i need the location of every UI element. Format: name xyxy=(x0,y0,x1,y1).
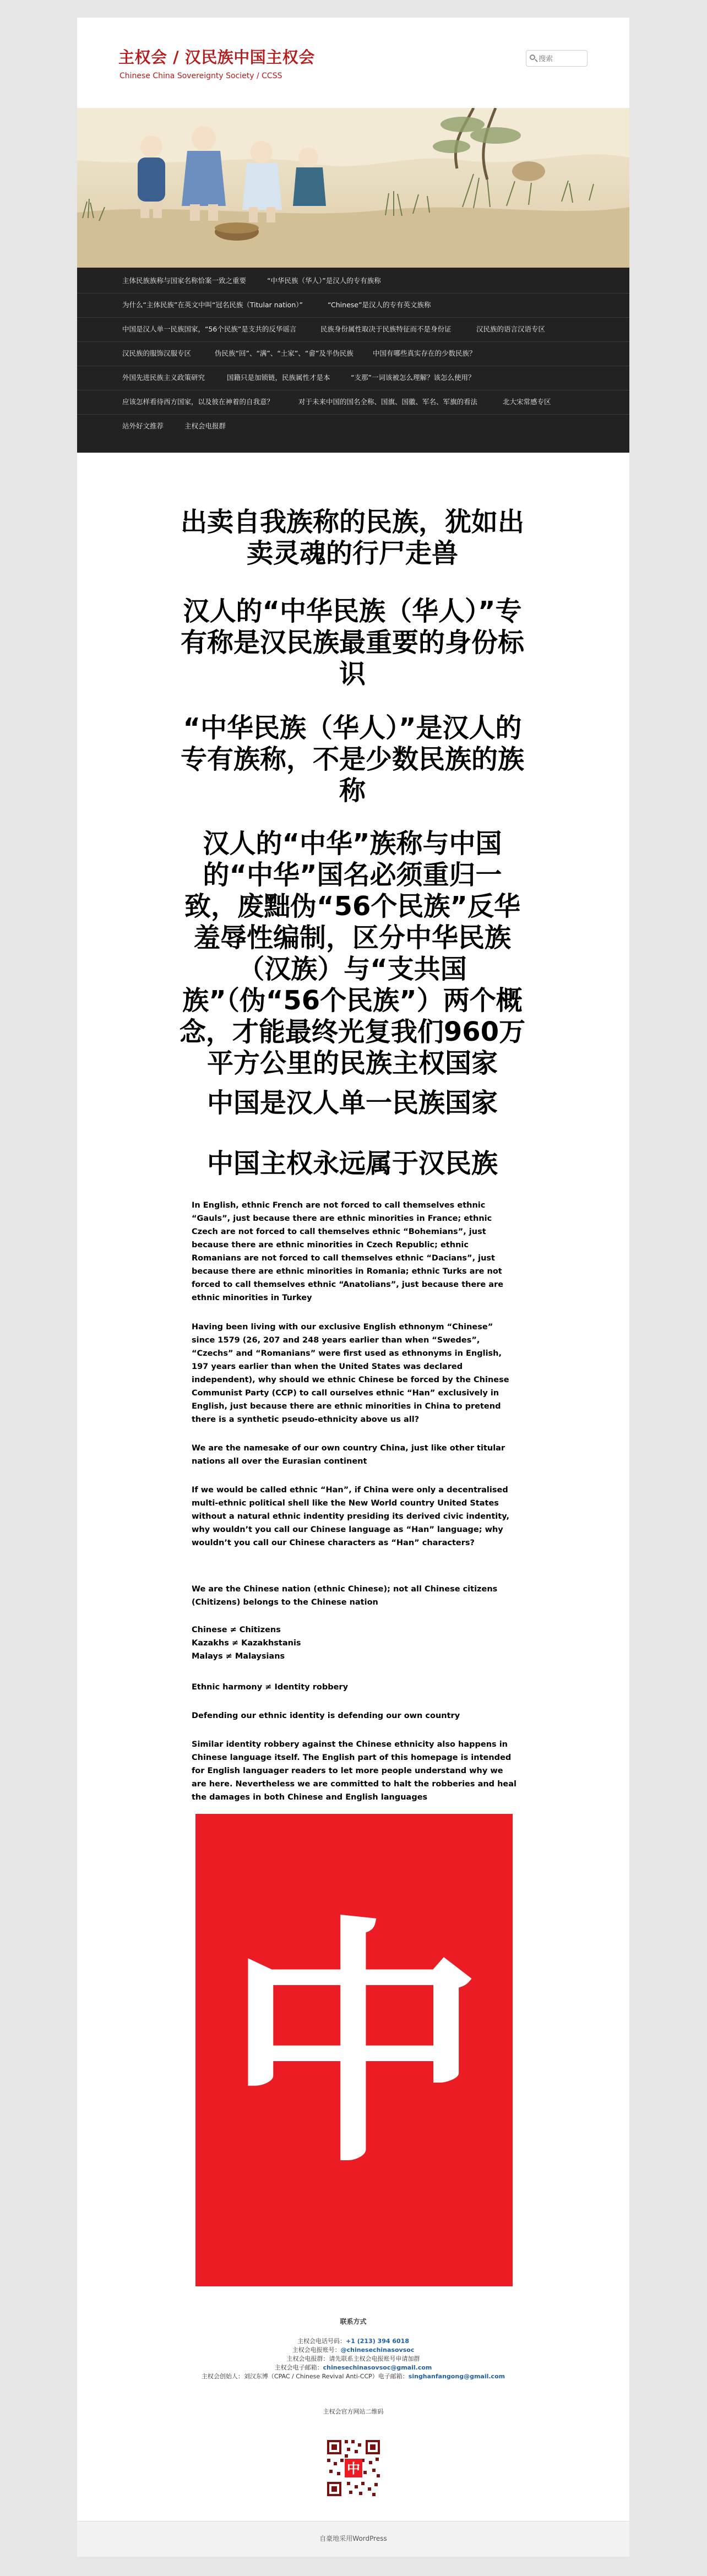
headline: 汉人的“中华”族称与中国的“中华”国名必须重归一致，废黜伪“56个民族”反华羞辱性编制，区分中华民族（汉族）与“支共国族”（伪“56个民族”）两个概念，才能最终光复我们960万平方公里的民族主权国家 xyxy=(179,828,526,1079)
headline: 中国是汉人单一民族国家 xyxy=(206,1088,498,1118)
nav-row-7 xyxy=(77,415,629,437)
article-paragraph: Chinese ≠ Chitizens Kazakhs ≠ Kazakhstanis Malays ≠ Malaysians xyxy=(192,1626,301,1661)
red-background xyxy=(195,1814,513,2286)
nav-item[interactable]: 中国是汉人单一民族国家，“56个民族”是支共的反华谣言 xyxy=(122,325,297,333)
contact-line: 主权会电话号码：+1 (213) 394 6018 xyxy=(297,2338,409,2345)
nav-row-2 xyxy=(77,294,629,316)
nav-item[interactable]: 汉民族的语言汉语专区 xyxy=(476,325,546,333)
contact-line: 主权会电报账号：@chinesechinasovsoc xyxy=(292,2346,415,2354)
nav-item[interactable]: 为什么“主体民族”在英文中叫“冠名民族（Titular nation）” xyxy=(122,301,303,309)
article-paragraph: In English, ethnic French are not forced to call themselves ethnic “Gauls”, just because there are ethnic minorities in France; ethnic Czech are not forced to call themselves ethnic “Bohemians”, just because there are ethnic minorities in Czech Republic; ethnic Romanians are not forced to call themselves ethnic “Dacians”, just because there are ethnic minorities in Romania; ethnic Turks are not forced to call themselves ethnic “Anatolians”, just because there are ethnic minorities in Turkey xyxy=(192,1201,504,1302)
nav-row-4 xyxy=(77,343,629,365)
nav-item[interactable]: 北大宋常感专区 xyxy=(503,398,551,406)
contact-heading: 联系方式 xyxy=(340,2318,367,2325)
article-paragraph: Defending our ethnic identity is defending our own country xyxy=(192,1711,460,1720)
nav-item[interactable]: 国籍只是加锁链，民族属性才是本 xyxy=(227,373,330,382)
nav-item[interactable]: “中华民族（华人）”是汉人的专有族称 xyxy=(267,276,381,285)
main-navigation xyxy=(77,268,629,453)
nav-item[interactable]: 伪民族“回”、“满”、“土家”、“畲”及半伪民族 xyxy=(215,349,354,357)
page xyxy=(77,18,629,2556)
nav-item[interactable]: 主权会电报群 xyxy=(184,422,226,430)
site-tagline: Chinese China Sovereignty Society / CCSS xyxy=(119,72,282,80)
nav-item[interactable]: 汉民族的服饰汉服专区 xyxy=(122,349,192,357)
nav-item[interactable]: 站外好文推荐 xyxy=(122,422,164,430)
nav-row-5 xyxy=(77,367,629,389)
headline: 汉人的“中华民族（华人）”专有称是汉民族最重要的身份标识 xyxy=(180,596,524,689)
contact-line: 主权会创始人：刘汉东博（CPAC / Chinese Revival Anti-CCP）电子邮箱：singhanfangong@gmail.com xyxy=(201,2373,505,2380)
nav-item[interactable]: 中国有哪些真实存在的少数民族？ xyxy=(373,349,476,357)
phone-link[interactable]: +1 (213) 394 6018 xyxy=(346,2338,409,2345)
email-link[interactable]: chinesechinasovsoc@gmail.com xyxy=(323,2364,432,2371)
search-input[interactable] xyxy=(537,52,588,66)
headline: 出卖自我族称的民族，犹如出卖灵魂的行尸走兽 xyxy=(180,507,524,569)
footer-credit-link[interactable]: 自豪地采用WordPress xyxy=(319,2535,387,2542)
zhong-character: 中 xyxy=(225,1893,483,2197)
contact-line: 主权会电报群：请先联系主权会电报账号申请加群 xyxy=(286,2355,420,2362)
article-paragraph: If we would be called ethnic “Han”, if China were only a decentralised multi-ethnic political shell like the New World country United States without a natural ethnic indentity presiding its derived civic indentity, why wouldn’t you call our Chinese language as “Han” language; why wouldn’t you call our Chinese characters as “Han” characters? xyxy=(192,1486,510,1547)
banner-painting-illustration xyxy=(77,108,629,268)
zhong-character-image xyxy=(195,1814,513,2286)
svg-text:中: 中 xyxy=(347,2460,360,2476)
article-paragraph: We are the Chinese nation (ethnic Chinese); not all Chinese citizens (Chitizens) belongs to the Chinese nation xyxy=(192,1585,498,1607)
nav-item[interactable]: 对于未来中国的国名全称、国旗、国徽、军名、军旗的看法 xyxy=(298,398,478,406)
site-footer xyxy=(77,2521,629,2557)
nav-row-3 xyxy=(77,318,629,340)
search-icon xyxy=(530,55,535,60)
nav-item[interactable]: 民族身份属性取决于民族特征而不是身份证 xyxy=(320,325,452,333)
headline: “中华民族（华人）”是汉人的专有族称，不是少数民族的族称 xyxy=(180,713,524,806)
nav-item[interactable]: “Chinese”是汉人的专有英文族称 xyxy=(328,301,431,309)
article-paragraph: Ethnic harmony ≠ Identity robbery xyxy=(192,1683,349,1692)
nav-item[interactable]: “支那”一词该被怎么理解？该怎么使用？ xyxy=(351,373,475,382)
nav-item[interactable]: 应该怎样看待西方国家，以及彼在神着的自我意？ xyxy=(122,398,274,406)
contact-line: 主权会电子邮箱：chinesechinasovsoc@gmail.com xyxy=(274,2364,432,2371)
search-box[interactable] xyxy=(526,50,588,67)
nav-row-6 xyxy=(77,391,629,413)
header-banner-painting[interactable] xyxy=(77,108,629,268)
article-paragraph: Similar identity robbery against the Chinese ethnicity also happens in Chinese language itself. The English part of this homepage is intended for English languager readers to let more people understand why we are here. Nevertheless we are committed to halt the robberies and heal the damages in both Chinese and English languages xyxy=(192,1740,517,1802)
nav-item[interactable]: 主体民族族称与国家名称恰案一致之重要 xyxy=(122,276,247,285)
telegram-link[interactable]: @chinesechinasovsoc xyxy=(340,2346,415,2354)
nav-row-1 xyxy=(77,270,629,292)
article-paragraph: We are the namesake of our own country China, just like other titular nations all over the Eurasian continent xyxy=(192,1444,505,1466)
qr-code-icon xyxy=(325,2438,382,2498)
site-title[interactable]: 主权会 / 汉民族中国主权会 xyxy=(118,48,315,67)
article-paragraph: Having been living with our exclusive English ethnonym “Chinese” since 1579 (26, 207 and 248 years earlier than when “Swedes”, “Czechs” and “Romanians” were first used as ethnonyms in English, 197 years earlier than when the United States was declared independent), why should we ethnic Chinese be forced by the Chinese Communist Party (CCP) to call ourselves ethnic “Han” exclusively in English, just because there are ethnic minorities in China to pretend there is a synthetic pseudo-ethnicity above us all? xyxy=(192,1323,509,1424)
qr-caption: 主权会官方网站二维码 xyxy=(323,2408,384,2415)
qr-code-image[interactable] xyxy=(325,2438,382,2498)
headline: 中国主权永远属于汉民族 xyxy=(206,1148,498,1179)
nav-item[interactable]: 外国先进民族主义政策研究 xyxy=(122,373,205,382)
founder-email-link[interactable]: singhanfangong@gmail.com xyxy=(408,2373,505,2380)
